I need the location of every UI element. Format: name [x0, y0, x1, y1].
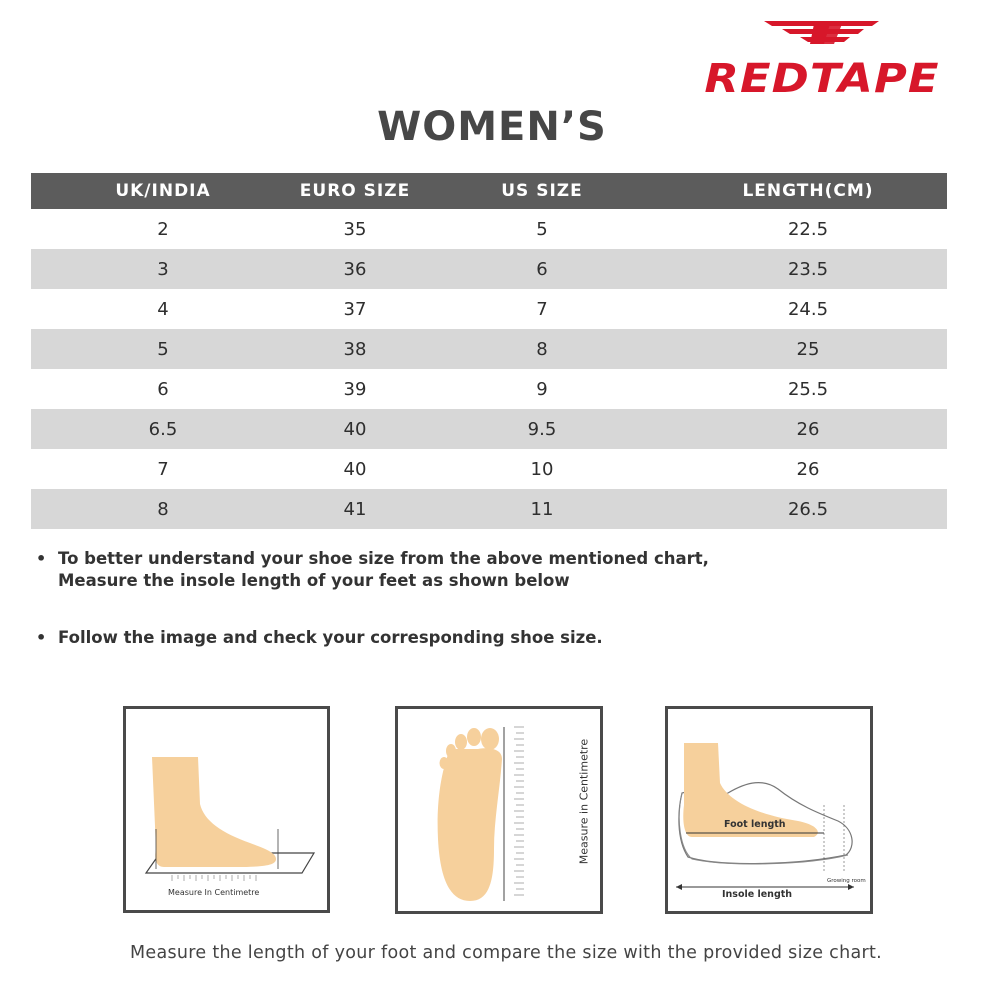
- header-uk-india: UK/INDIA: [31, 173, 295, 209]
- foot-sole-icon: [398, 709, 600, 911]
- instruction-item: [36, 627, 956, 649]
- table-row: [31, 449, 947, 489]
- cell-us: 6: [415, 249, 669, 289]
- cell-uk: 6.5: [31, 409, 295, 449]
- cell-euro: 40: [295, 409, 415, 449]
- cell-length: 23.5: [669, 249, 947, 289]
- cell-euro: 41: [295, 489, 415, 529]
- cell-uk: 3: [31, 249, 295, 289]
- cell-us: 9.5: [415, 409, 669, 449]
- header-us-size: US SIZE: [415, 173, 669, 209]
- illustration-top-view: [395, 706, 603, 914]
- cell-length: 24.5: [787, 298, 829, 320]
- insole-length-label: Insole length: [722, 889, 793, 900]
- table-row: [31, 249, 947, 289]
- cell-euro: 37: [343, 298, 367, 320]
- cell-euro: 36: [295, 249, 415, 289]
- cell-uk: 5: [31, 329, 295, 369]
- header-length-cm: LENGTH(CM): [669, 173, 947, 209]
- foot-length-label: Foot length: [724, 819, 786, 830]
- table-row: [31, 329, 947, 369]
- cell-length: 26.5: [669, 489, 947, 529]
- illustration-side-view: [123, 706, 330, 913]
- foot-side-icon: [126, 709, 327, 910]
- cell-us: 10: [530, 458, 554, 480]
- cell-uk: 2: [157, 218, 169, 240]
- footer-note: Measure the length of your foot and compare the size with the provided size chart.: [129, 943, 883, 963]
- cell-us: 5: [536, 218, 548, 240]
- cell-length: 26: [669, 409, 947, 449]
- measure-label: Measure In Centimetre: [168, 888, 260, 897]
- page-title: WOMEN’S: [377, 104, 607, 150]
- instruction-line: Follow the image and check your corresponding shoe size.: [58, 628, 603, 647]
- cell-uk: 4: [157, 298, 169, 320]
- cell-euro: 35: [343, 218, 367, 240]
- cell-euro: 40: [343, 458, 367, 480]
- cell-us: 8: [415, 329, 669, 369]
- brand-logo: [664, 14, 980, 102]
- cell-length: 25.5: [787, 378, 829, 400]
- growing-room-label: Growing room: [827, 878, 866, 884]
- table-row: [31, 409, 947, 449]
- bullet: •: [36, 628, 47, 647]
- cell-uk: 7: [157, 458, 169, 480]
- table-row: [31, 209, 947, 249]
- wings-icon: [664, 14, 980, 54]
- table-row: [31, 289, 947, 329]
- cell-euro: 38: [295, 329, 415, 369]
- cell-length: 25: [669, 329, 947, 369]
- table-row: [31, 489, 947, 529]
- bullet: •: [36, 549, 47, 568]
- brand-name: REDTAPE: [704, 56, 940, 102]
- instruction-line: To better understand your shoe size from the above mentioned chart,: [58, 549, 709, 568]
- cell-us: 9: [536, 378, 548, 400]
- header-euro-size: EURO SIZE: [295, 173, 415, 209]
- table-row: [31, 369, 947, 409]
- cell-length: 26: [796, 458, 820, 480]
- instructions: [36, 548, 956, 649]
- illustration-shoe-view: [665, 706, 873, 914]
- cell-length: 22.5: [787, 218, 829, 240]
- cell-uk: 6: [157, 378, 169, 400]
- measure-label: Measure in Centimetre: [577, 738, 591, 865]
- size-chart-table: [31, 173, 947, 529]
- instruction-item: [36, 548, 956, 592]
- instruction-line: Measure the insole length of your feet as shown below: [58, 571, 570, 590]
- cell-uk: 8: [31, 489, 295, 529]
- table-header-row: [31, 173, 947, 209]
- cell-us: 11: [415, 489, 669, 529]
- cell-us: 7: [536, 298, 548, 320]
- cell-euro: 39: [343, 378, 367, 400]
